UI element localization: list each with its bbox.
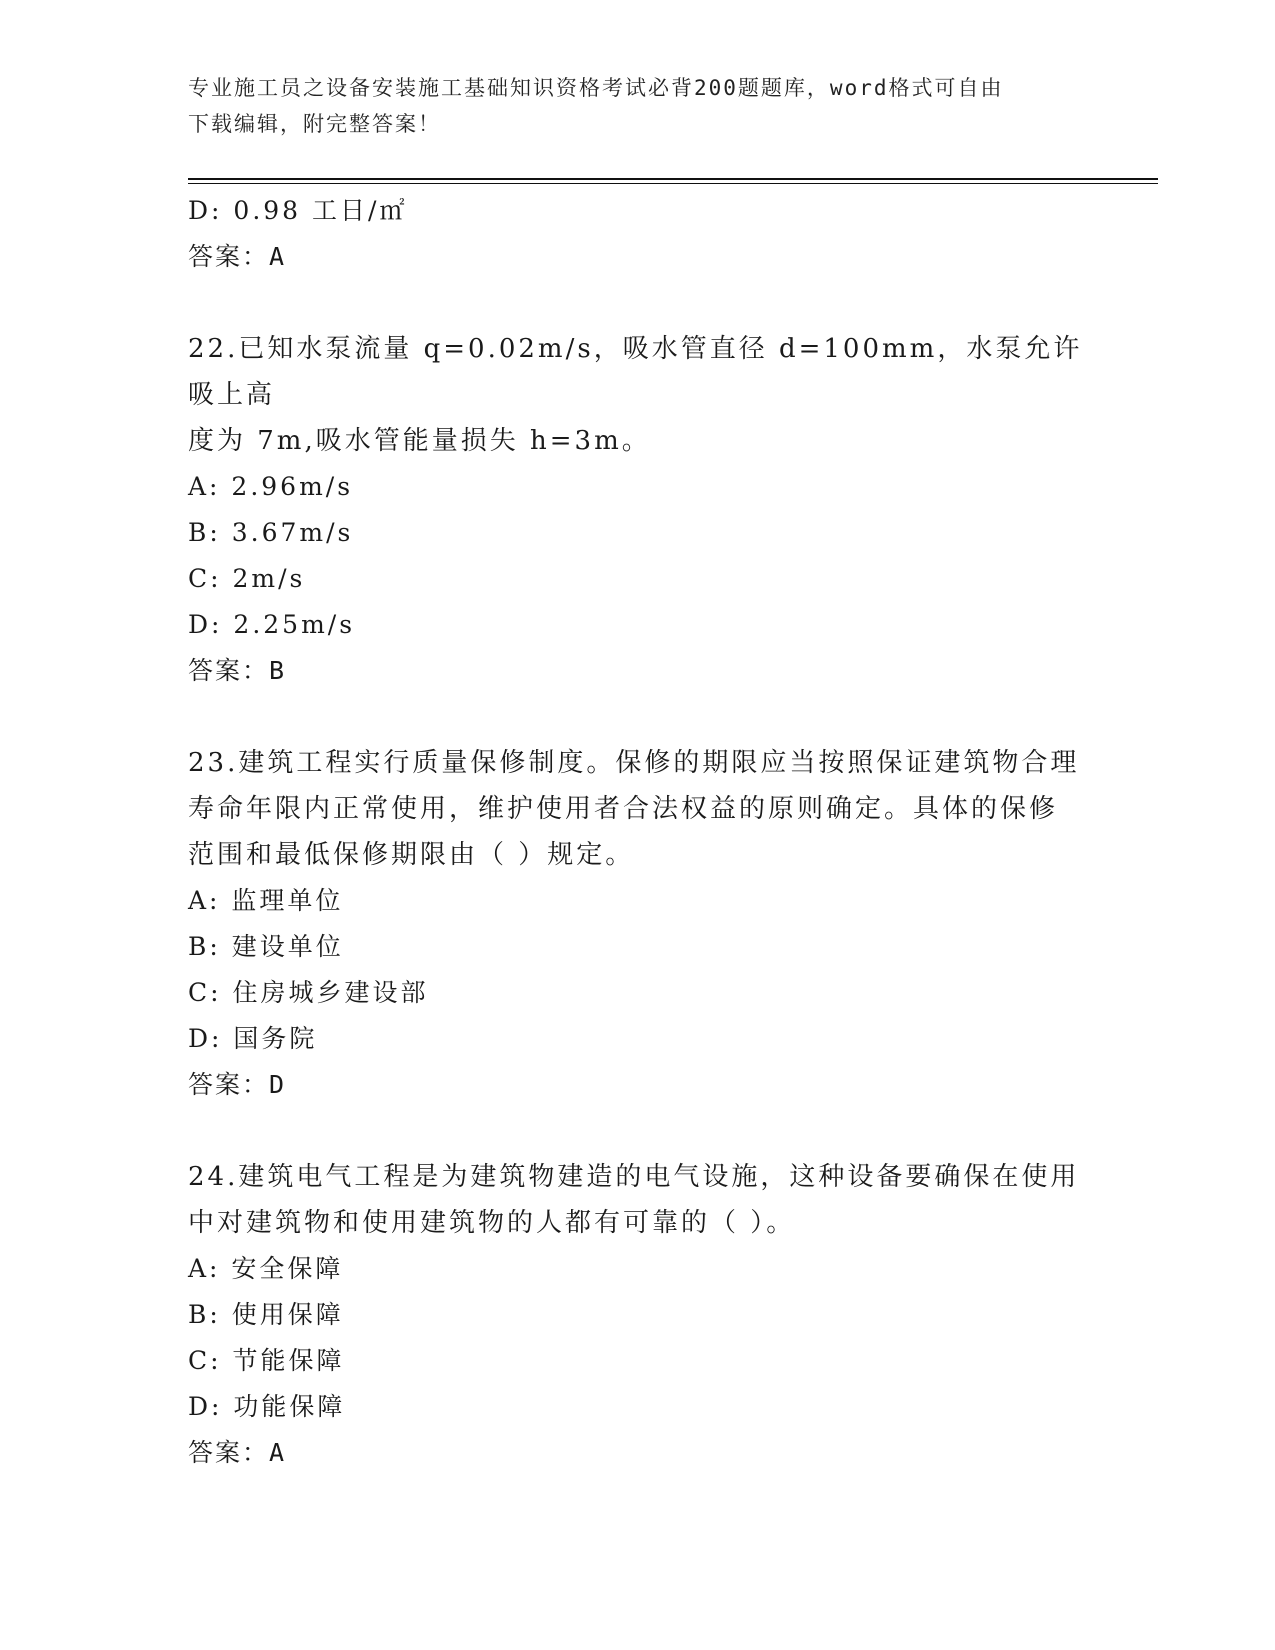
question-22: [188, 326, 1088, 694]
document-page: [188, 0, 1158, 1650]
answer-line: 答案：B: [188, 656, 287, 685]
header-line-1: 专业施工员之设备安装施工基础知识资格考试必背200题题库，word格式可自由: [188, 76, 1004, 100]
answer-line: 答案：D: [188, 1070, 287, 1099]
question-text-line: 23.建筑工程实行质量保修制度。保修的期限应当按照保证建筑物合理: [188, 748, 1080, 778]
spacer: [188, 1108, 1088, 1154]
question-23: [188, 740, 1088, 1108]
answer-line: 答案：A: [188, 1438, 287, 1467]
question-text-line: 度为 7m,吸水管能量损失 h=3m。: [188, 426, 651, 456]
option-d: D: 国务院: [188, 1024, 318, 1053]
question-24: [188, 1154, 1088, 1476]
option-a: A: 2.96m/s: [188, 472, 354, 501]
option-d: D: 2.25m/s: [188, 610, 356, 639]
option-b: B: 建设单位: [188, 932, 344, 961]
question-text-line: 22.已知水泵流量 q=0.02m/s，吸水管直径 d=100mm，水泵允许吸上高: [188, 334, 1083, 410]
option-c: C: 2m/s: [188, 564, 306, 593]
question-text-line: 24.建筑电气工程是为建筑物建造的电气设施，这种设备要确保在使用: [188, 1162, 1080, 1192]
question-text-line: 范围和最低保修期限由（ ）规定。: [188, 840, 635, 870]
option-c: C: 住房城乡建设部: [188, 978, 429, 1007]
option-c: C: 节能保障: [188, 1346, 345, 1375]
header-rule-thin: [188, 183, 1158, 184]
header-line-2: 下载编辑，附完整答案！: [188, 112, 441, 136]
option-a: A: 安全保障: [188, 1254, 344, 1283]
spacer: [188, 280, 1088, 326]
prev-question-tail: [188, 188, 1088, 280]
answer-line: 答案：A: [188, 242, 287, 271]
option-d: D: 功能保障: [188, 1392, 346, 1421]
option-b: B: 3.67m/s: [188, 518, 354, 547]
question-list: [188, 188, 1088, 1476]
spacer: [188, 694, 1088, 740]
option-b: B: 使用保障: [188, 1300, 344, 1329]
header-rule-thick: [188, 178, 1158, 180]
option-d: D: 0.98 工日/㎡: [188, 196, 408, 225]
question-text-line: 中对建筑物和使用建筑物的人都有可靠的（ ）。: [188, 1208, 796, 1238]
option-a: A: 监理单位: [188, 886, 344, 915]
document-header: [188, 70, 1088, 142]
question-text-line: 寿命年限内正常使用，维护使用者合法权益的原则确定。具体的保修: [188, 794, 1059, 824]
